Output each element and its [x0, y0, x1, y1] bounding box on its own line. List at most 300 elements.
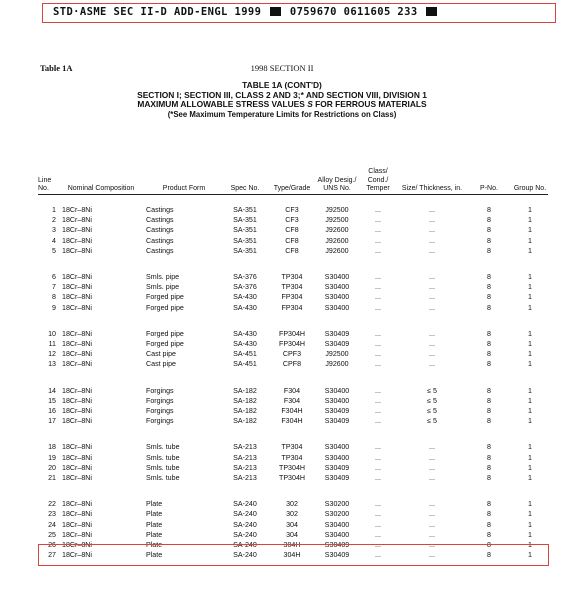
header-divider [38, 194, 548, 195]
cell-class: ... [375, 386, 381, 395]
cell-form: Castings [146, 226, 174, 235]
cell-class: ... [375, 273, 381, 282]
table-row [38, 282, 548, 292]
cell-class: ... [375, 360, 381, 369]
cell-line: 5 [52, 246, 56, 255]
cell-class: ... [375, 329, 381, 338]
cell-class: ... [375, 293, 381, 302]
cell-type: 304H [283, 541, 301, 550]
cell-size: ... [429, 236, 435, 245]
cell-size: ≤ 5 [427, 407, 437, 416]
cell-class: ... [375, 340, 381, 349]
col-nominal-composition: Nominal Composition [67, 184, 135, 192]
cell-group: 1 [528, 236, 532, 245]
cell-type: F304 [283, 386, 301, 395]
cell-comp: 18Cr–8Ni [62, 236, 92, 245]
cell-size: ... [429, 551, 435, 560]
cell-form: Plate [146, 541, 163, 550]
cell-spec: SA-182 [233, 386, 257, 395]
cell-spec: SA-240 [233, 551, 257, 560]
title-line-2: SECTION I; SECTION III, CLASS 2 AND 3;* AND SECTION VIII, DIVISION 1 [137, 89, 427, 100]
col-type-grade: Type/Grade [273, 184, 311, 192]
cell-spec: SA-430 [233, 329, 257, 338]
cell-form: Plate [146, 510, 163, 519]
cell-group: 1 [528, 283, 532, 292]
cell-line: 11 [48, 340, 56, 349]
title-line-1: TABLE 1A (CONT'D) [242, 80, 322, 90]
cell-form: Plate [146, 500, 163, 509]
cell-type: CF8 [285, 246, 299, 255]
cell-comp: 18Cr–8Ni [62, 246, 92, 255]
cell-size: ≤ 5 [427, 417, 437, 426]
cell-spec: SA-430 [233, 293, 257, 302]
cell-spec: SA-240 [233, 520, 257, 529]
col-product-form: Product Form [162, 184, 206, 192]
cell-pno: 8 [487, 510, 491, 519]
cell-class: ... [375, 463, 381, 472]
cell-comp: 18Cr–8Ni [62, 283, 92, 292]
cell-comp: 18Cr–8Ni [62, 453, 92, 462]
cell-type: CF3 [285, 206, 299, 214]
cell-form: Forged pipe [146, 329, 184, 338]
cell-form: Smls. tube [146, 453, 180, 462]
cell-size: ... [429, 453, 435, 462]
cell-size: ≤ 5 [427, 386, 437, 395]
cell-size: ... [429, 329, 435, 338]
cell-uns: S30200 [324, 500, 350, 509]
cell-line: 25 [48, 530, 56, 539]
cell-uns: J92600 [325, 360, 349, 369]
cell-spec: SA-240 [233, 500, 257, 509]
cell-pno: 8 [487, 453, 491, 462]
cell-pno: 8 [487, 530, 491, 539]
cell-uns: S30409 [324, 474, 350, 483]
cell-comp: 18Cr–8Ni [62, 474, 92, 483]
cell-comp: 18Cr–8Ni [62, 303, 92, 312]
cell-spec: SA-376 [233, 273, 257, 282]
table-row [38, 292, 548, 302]
cell-spec: SA-213 [233, 453, 257, 462]
cell-type: CPF8 [282, 360, 302, 369]
cell-form: Forged pipe [146, 340, 184, 349]
cell-group: 1 [528, 273, 532, 282]
cell-pno: 8 [487, 360, 491, 369]
cell-group: 1 [528, 226, 532, 235]
cell-spec: SA-351 [233, 206, 257, 214]
cell-pno: 8 [487, 443, 491, 452]
table-row [38, 349, 548, 359]
cell-comp: 18Cr–8Ni [62, 273, 92, 282]
cell-group: 1 [528, 293, 532, 302]
cell-type: F304H [281, 407, 303, 416]
cell-pno: 8 [487, 474, 491, 483]
cell-uns: S30409 [324, 463, 350, 472]
table-row [38, 225, 548, 235]
row-group-gap [38, 483, 548, 499]
cell-line: 17 [48, 417, 56, 426]
cell-type: TP304H [278, 463, 306, 472]
cell-uns: J92600 [325, 226, 349, 235]
cell-size: ... [429, 510, 435, 519]
cell-uns: S30400 [324, 443, 350, 452]
cell-pno: 8 [487, 500, 491, 509]
cell-pno: 8 [487, 293, 491, 302]
cell-group: 1 [528, 417, 532, 426]
cell-pno: 8 [487, 303, 491, 312]
cell-comp: 18Cr–8Ni [62, 350, 92, 359]
cell-pno: 8 [487, 246, 491, 255]
cell-class: ... [375, 350, 381, 359]
cell-line: 26 [48, 541, 56, 550]
row-group-gap [38, 370, 548, 386]
cell-type: 304H [283, 551, 301, 560]
cell-group: 1 [528, 360, 532, 369]
table-row [38, 416, 548, 426]
cell-class: ... [375, 236, 381, 245]
cell-group: 1 [528, 474, 532, 483]
cell-type: 304 [286, 530, 298, 539]
section-label: 1998 SECTION II [250, 63, 314, 73]
cell-class: ... [375, 510, 381, 519]
column-header-table [38, 147, 548, 193]
table-row [38, 530, 548, 540]
cell-group: 1 [528, 551, 532, 560]
cell-size: ... [429, 293, 435, 302]
cell-spec: SA-182 [233, 396, 257, 405]
cell-form: Castings [146, 216, 174, 225]
cell-size: ... [429, 273, 435, 282]
cell-line: 24 [48, 520, 56, 529]
cell-line: 4 [52, 236, 56, 245]
table-row [38, 396, 548, 406]
cell-spec: SA-182 [233, 407, 257, 416]
cell-spec: SA-213 [233, 474, 257, 483]
cell-form: Smls. tube [146, 443, 180, 452]
cell-uns: J92500 [325, 216, 349, 225]
cell-size: ... [429, 360, 435, 369]
cell-size: ... [429, 463, 435, 472]
cell-size: ... [429, 206, 435, 214]
cell-uns: J92600 [325, 246, 349, 255]
cell-type: FP304 [281, 293, 303, 302]
cell-type: TP304 [281, 453, 303, 462]
table-row [38, 473, 548, 483]
cell-size: ... [429, 443, 435, 452]
stamp-block-mark [270, 7, 281, 16]
cell-pno: 8 [487, 236, 491, 245]
cell-group: 1 [528, 510, 532, 519]
cell-uns: S30409 [324, 340, 350, 349]
cell-type: CF8 [285, 236, 299, 245]
cell-type: TP304 [281, 443, 303, 452]
cell-form: Castings [146, 236, 174, 245]
cell-size: ... [429, 520, 435, 529]
cell-uns: S30409 [324, 417, 350, 426]
cell-line: 9 [52, 303, 56, 312]
cell-type: F304H [281, 417, 303, 426]
cell-form: Plate [146, 520, 163, 529]
cell-form: Forgings [146, 386, 174, 395]
cell-class: ... [375, 226, 381, 235]
row-group-gap [38, 426, 548, 442]
cell-class: ... [375, 453, 381, 462]
cell-line: 21 [48, 474, 56, 483]
cell-form: Smls. pipe [146, 273, 180, 282]
cell-pno: 8 [487, 386, 491, 395]
cell-spec: SA-451 [233, 360, 257, 369]
cell-pno: 8 [487, 283, 491, 292]
row-group-gap [38, 313, 548, 329]
stamp-text-left: STD·ASME SEC II-D ADD-ENGL 1999 [53, 6, 262, 18]
cell-pno: 8 [487, 396, 491, 405]
cell-comp: 18Cr–8Ni [62, 500, 92, 509]
cell-uns: S30400 [324, 303, 350, 312]
cell-type: 302 [286, 500, 298, 509]
cell-comp: 18Cr–8Ni [62, 407, 92, 416]
cell-line: 19 [48, 453, 56, 462]
cell-uns: S30409 [324, 407, 350, 416]
cell-comp: 18Cr–8Ni [62, 360, 92, 369]
cell-group: 1 [528, 520, 532, 529]
cell-class: ... [375, 443, 381, 452]
cell-uns: J92600 [325, 236, 349, 245]
col-line-no: Line No. [38, 176, 52, 192]
title-line-4: (*See Maximum Temperature Limits for Restrictions on Class) [167, 109, 397, 119]
col-p-no: P-No. [480, 184, 498, 192]
cell-pno: 8 [487, 417, 491, 426]
cell-pno: 8 [487, 407, 491, 416]
cell-spec: SA-430 [233, 303, 257, 312]
cell-uns: S30400 [324, 453, 350, 462]
cell-type: CPF3 [282, 350, 302, 359]
cell-size: ≤ 5 [427, 396, 437, 405]
cell-size: ... [429, 541, 435, 550]
cell-line: 1 [52, 206, 56, 214]
col-uns-no: Alloy Desig./ UNS No. [317, 176, 357, 192]
cell-pno: 8 [487, 206, 491, 214]
cell-group: 1 [528, 246, 532, 255]
cell-form: Forged pipe [146, 293, 184, 302]
cell-uns: J92500 [325, 350, 349, 359]
cell-group: 1 [528, 206, 532, 214]
stamp-block-mark-end [426, 7, 437, 16]
cell-comp: 18Cr–8Ni [62, 396, 92, 405]
cell-type: FP304H [278, 329, 306, 338]
table-row [38, 329, 548, 339]
cell-group: 1 [528, 541, 532, 550]
cell-class: ... [375, 500, 381, 509]
cell-line: 12 [48, 350, 56, 359]
cell-spec: SA-430 [233, 340, 257, 349]
document-stamp-header [42, 3, 556, 23]
cell-pno: 8 [487, 541, 491, 550]
cell-class: ... [375, 246, 381, 255]
table-row [38, 205, 548, 215]
cell-spec: SA-376 [233, 283, 257, 292]
table-row [38, 499, 548, 509]
cell-form: Cast pipe [146, 350, 176, 359]
cell-spec: SA-240 [233, 530, 257, 539]
table-row [38, 339, 548, 349]
cell-form: Smls. tube [146, 474, 180, 483]
cell-spec: SA-351 [233, 216, 257, 225]
cell-form: Plate [146, 551, 163, 560]
cell-class: ... [375, 520, 381, 529]
cell-size: ... [429, 216, 435, 225]
table-row [38, 442, 548, 452]
cell-group: 1 [528, 396, 532, 405]
cell-comp: 18Cr–8Ni [62, 206, 92, 214]
col-size-thickness: Size/ Thickness, in. [401, 184, 463, 192]
cell-uns: S30400 [324, 520, 350, 529]
cell-pno: 8 [487, 520, 491, 529]
cell-line: 6 [52, 273, 56, 282]
cell-type: 302 [286, 510, 298, 519]
cell-comp: 18Cr–8Ni [62, 510, 92, 519]
cell-uns: S30400 [324, 396, 350, 405]
cell-form: Castings [146, 206, 174, 214]
cell-group: 1 [528, 453, 532, 462]
table-row [38, 303, 548, 313]
table-label: Table 1A [40, 63, 73, 73]
cell-class: ... [375, 206, 381, 214]
cell-spec: SA-351 [233, 226, 257, 235]
cell-form: Forgings [146, 396, 174, 405]
cell-group: 1 [528, 407, 532, 416]
cell-spec: SA-213 [233, 443, 257, 452]
cell-size: ... [429, 500, 435, 509]
title-line-3: MAXIMUM ALLOWABLE STRESS VALUES S FOR FERROUS MATERIALS [137, 99, 427, 110]
cell-form: Forged pipe [146, 303, 184, 312]
cell-pno: 8 [487, 273, 491, 282]
cell-class: ... [375, 417, 381, 426]
highlighted-rows-24-25 [38, 544, 549, 566]
cell-line: 16 [48, 407, 56, 416]
cell-spec: SA-213 [233, 463, 257, 472]
cell-form: Plate [146, 530, 163, 539]
cell-form: Forgings [146, 417, 174, 426]
cell-comp: 18Cr–8Ni [62, 226, 92, 235]
cell-line: 2 [52, 216, 56, 225]
cell-uns: J92500 [325, 206, 349, 214]
cell-type: 304 [286, 520, 298, 529]
cell-class: ... [375, 216, 381, 225]
cell-group: 1 [528, 303, 532, 312]
cell-size: ... [429, 246, 435, 255]
cell-uns: S30400 [324, 293, 350, 302]
cell-type: FP304 [281, 303, 303, 312]
table-row [38, 386, 548, 396]
table-row [38, 509, 548, 519]
cell-comp: 18Cr–8Ni [62, 443, 92, 452]
cell-line: 23 [48, 510, 56, 519]
cell-group: 1 [528, 500, 532, 509]
cell-pno: 8 [487, 329, 491, 338]
cell-line: 20 [48, 463, 56, 472]
cell-type: FP304H [278, 340, 306, 349]
cell-comp: 18Cr–8Ni [62, 551, 92, 560]
cell-comp: 18Cr–8Ni [62, 541, 92, 550]
cell-line: 15 [48, 396, 56, 405]
cell-class: ... [375, 541, 381, 550]
cell-line: 8 [52, 293, 56, 302]
cell-type: CF3 [285, 216, 299, 225]
cell-uns: S30400 [324, 273, 350, 282]
cell-form: Smls. tube [146, 463, 180, 472]
cell-spec: SA-351 [233, 236, 257, 245]
cell-spec: SA-240 [233, 541, 257, 550]
cell-line: 27 [48, 551, 56, 560]
cell-comp: 18Cr–8Ni [62, 386, 92, 395]
cell-pno: 8 [487, 551, 491, 560]
cell-pno: 8 [487, 226, 491, 235]
stamp-text-right: 0759670 0611605 233 [289, 6, 418, 18]
cell-group: 1 [528, 386, 532, 395]
cell-comp: 18Cr–8Ni [62, 520, 92, 529]
table-row [38, 272, 548, 282]
cell-type: TP304 [281, 283, 303, 292]
col-class-cond-temper: Class/ Cond./ Temper [366, 168, 390, 192]
cell-group: 1 [528, 329, 532, 338]
cell-size: ... [429, 530, 435, 539]
cell-comp: 18Cr–8Ni [62, 293, 92, 302]
cell-comp: 18Cr–8Ni [62, 216, 92, 225]
cell-size: ... [429, 303, 435, 312]
cell-line: 10 [48, 329, 56, 338]
cell-type: CF8 [285, 226, 299, 235]
cell-size: ... [429, 350, 435, 359]
cell-group: 1 [528, 350, 532, 359]
table-row [38, 236, 548, 246]
cell-group: 1 [528, 530, 532, 539]
cell-group: 1 [528, 340, 532, 349]
cell-uns: S30409 [324, 329, 350, 338]
cell-spec: SA-240 [233, 510, 257, 519]
cell-spec: SA-182 [233, 417, 257, 426]
cell-class: ... [375, 283, 381, 292]
cell-line: 18 [48, 443, 56, 452]
cell-pno: 8 [487, 340, 491, 349]
cell-type: TP304H [278, 474, 306, 483]
table-row [38, 215, 548, 225]
cell-class: ... [375, 551, 381, 560]
cell-comp: 18Cr–8Ni [62, 417, 92, 426]
cell-form: Cast pipe [146, 360, 176, 369]
cell-class: ... [375, 396, 381, 405]
table-row [38, 453, 548, 463]
cell-line: 13 [48, 360, 56, 369]
cell-comp: 18Cr–8Ni [62, 329, 92, 338]
table-title-block [0, 81, 564, 119]
cell-class: ... [375, 407, 381, 416]
table-row [38, 520, 548, 530]
cell-group: 1 [528, 463, 532, 472]
cell-uns: S30409 [324, 551, 350, 560]
cell-pno: 8 [487, 350, 491, 359]
cell-form: Forgings [146, 407, 174, 416]
cell-group: 1 [528, 216, 532, 225]
cell-comp: 18Cr–8Ni [62, 340, 92, 349]
cell-pno: 8 [487, 216, 491, 225]
table-row [38, 246, 548, 256]
cell-spec: SA-351 [233, 246, 257, 255]
cell-type: TP304 [281, 273, 303, 282]
cell-pno: 8 [487, 463, 491, 472]
table-row [38, 463, 548, 473]
cell-size: ... [429, 474, 435, 483]
cell-line: 3 [52, 226, 56, 235]
cell-class: ... [375, 474, 381, 483]
